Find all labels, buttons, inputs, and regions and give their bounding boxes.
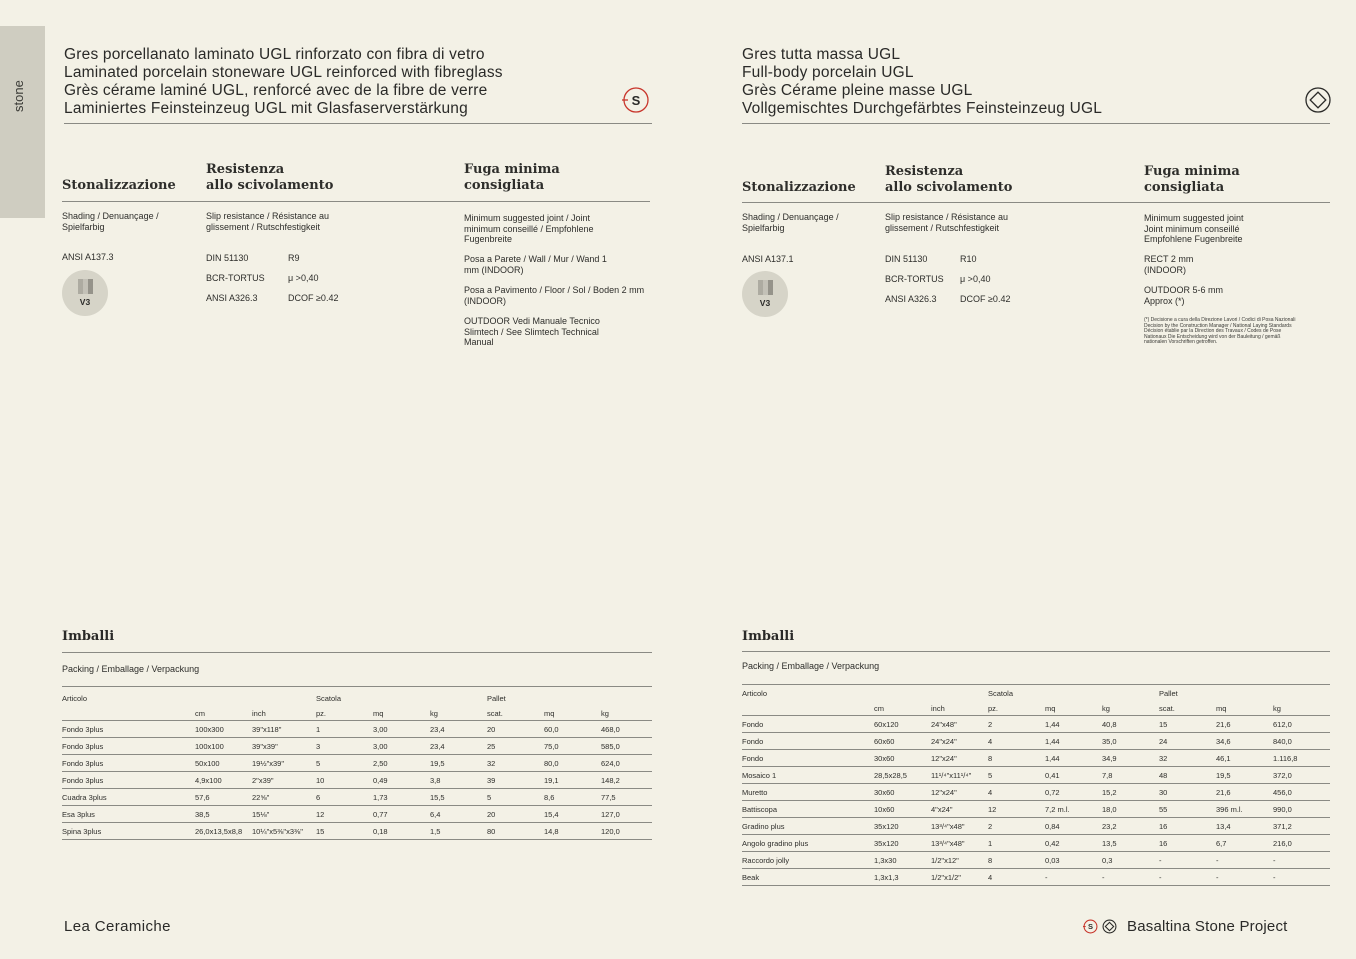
packing-table-top-rule <box>62 686 652 687</box>
column-header: cm <box>874 701 931 716</box>
collection-name: Basaltina Stone Project <box>1127 918 1288 935</box>
table-cell: 1,3x1,3 <box>874 869 931 886</box>
stonalizzazione-heading: Stonalizzazione <box>62 178 176 193</box>
table-cell: - <box>1102 869 1159 886</box>
table-cell: 396 m.l. <box>1216 801 1273 818</box>
table-cell: 840,0 <box>1273 733 1330 750</box>
table-row <box>742 852 1330 869</box>
table-cell: 23,4 <box>430 738 487 755</box>
table-cell: 80,0 <box>544 755 601 772</box>
table-row <box>742 869 1330 886</box>
slip-label: ANSI A326.3 <box>885 294 937 304</box>
section-tab-stone[interactable] <box>0 26 45 218</box>
table-cell: 3 <box>316 738 373 755</box>
joint-subtitle: Minimum suggested joint / Joint minimum conseillé / Empfohlene Fugenbreite <box>464 213 594 244</box>
table-cell: 4"x24" <box>931 801 988 818</box>
table-cell: 148,2 <box>601 772 652 789</box>
table-cell: 50x100 <box>195 755 252 772</box>
title-line: Laminated porcelain stoneware UGL reinforced with fibreglass <box>64 64 503 81</box>
table-cell: 30 <box>1159 784 1216 801</box>
table-cell: 0,49 <box>373 772 430 789</box>
table-cell: 34,9 <box>1102 750 1159 767</box>
heading-line: consigliata <box>464 178 545 193</box>
table-cell: 21,6 <box>1216 716 1273 733</box>
title-line: Gres tutta massa UGL <box>742 46 901 63</box>
table-cell: 10¼"x5⅜"x3⅜" <box>252 823 316 840</box>
joint-outdoor: OUTDOOR Vedi Manuale Tecnico Slimtech / See Slimtech Technical Manual <box>464 316 600 347</box>
table-row <box>62 755 652 772</box>
slip-label: ANSI A326.3 <box>206 293 258 303</box>
slip-label: DIN 51130 <box>206 253 249 263</box>
column-header: cm <box>195 706 252 721</box>
column-header: kg <box>601 706 652 721</box>
table-cell: 5 <box>988 767 1045 784</box>
joint-wall: Posa a Parete / Wall / Mur / Wand 1 mm (INDOOR) <box>464 254 607 275</box>
table-cell: 1,44 <box>1045 733 1102 750</box>
article-name: Mosaico 1 <box>742 767 874 784</box>
table-cell: 8 <box>988 852 1045 869</box>
article-name: Fondo 3plus <box>62 721 195 738</box>
article-name: Fondo 3plus <box>62 755 195 772</box>
table-cell: 28,5x28,5 <box>874 767 931 784</box>
packing-table <box>742 685 1330 886</box>
table-row <box>742 818 1330 835</box>
column-header: mq <box>544 706 601 721</box>
table-row <box>742 767 1330 784</box>
table-cell: 0,84 <box>1045 818 1102 835</box>
table-cell: 60,0 <box>544 721 601 738</box>
table-cell: 30x60 <box>874 750 931 767</box>
title-line: Grès cérame laminé UGL, renforcé avec de la fibre de verre <box>64 82 488 99</box>
shading-subtitle: Shading / Denuançage / Spielfarbig <box>742 212 839 233</box>
table-cell: 15 <box>316 823 373 840</box>
table-cell: 468,0 <box>601 721 652 738</box>
table-cell: 15,2 <box>1102 784 1159 801</box>
table-cell: 8,6 <box>544 789 601 806</box>
table-cell: 16 <box>1159 835 1216 852</box>
table-row <box>742 750 1330 767</box>
stonalizzazione-heading: Stonalizzazione <box>742 180 856 195</box>
spec-divider <box>742 202 1330 203</box>
table-cell: 4,9x100 <box>195 772 252 789</box>
table-cell: 6,4 <box>430 806 487 823</box>
left-page <box>62 0 652 959</box>
title-line: Vollgemischtes Durchgefärbtes Feinsteinzeug UGL <box>742 100 1103 117</box>
group-header-scatola: Scatola <box>988 688 1014 698</box>
table-cell: 21,6 <box>1216 784 1273 801</box>
table-cell: 3,8 <box>430 772 487 789</box>
table-cell: 1,3x30 <box>874 852 931 869</box>
article-name: Fondo <box>742 716 874 733</box>
table-cell: 12"x24" <box>931 750 988 767</box>
heading-line: allo scivolamento <box>206 178 334 193</box>
table-cell: 1/2"x1/2" <box>931 869 988 886</box>
table-cell: 1 <box>316 721 373 738</box>
slip-label: BCR-TORTUS <box>885 274 944 284</box>
table-cell: 38,5 <box>195 806 252 823</box>
table-cell: 6 <box>316 789 373 806</box>
table-cell: 23,2 <box>1102 818 1159 835</box>
article-name: Beak <box>742 869 874 886</box>
table-cell: 15 <box>1159 716 1216 733</box>
article-name: Battiscopa <box>742 801 874 818</box>
column-header: pz. <box>316 706 373 721</box>
table-cell: 0,72 <box>1045 784 1102 801</box>
column-header: inch <box>252 706 316 721</box>
diamond-small-icon <box>1102 919 1117 934</box>
article-name: Fondo <box>742 750 874 767</box>
joint-subtitle: Minimum suggested joint Joint minimum conseillé Empfohlene Fugenbreite <box>1144 213 1244 244</box>
packing-subtitle: Packing / Emballage / Verpackung <box>742 661 880 671</box>
table-cell: 2,50 <box>373 755 430 772</box>
table-cell: 7,2 m.l. <box>1045 801 1102 818</box>
group-header-pallet: Pallet <box>1159 688 1178 698</box>
diamond-logo-icon <box>1304 86 1332 114</box>
table-cell: 7,8 <box>1102 767 1159 784</box>
table-cell: 26,0x13,5x8,8 <box>195 823 252 840</box>
ansi-standard: ANSI A137.1 <box>742 254 794 264</box>
table-cell: - <box>1045 869 1102 886</box>
article-name: Gradino plus <box>742 818 874 835</box>
table-cell: 456,0 <box>1273 784 1330 801</box>
table-cell: 57,6 <box>195 789 252 806</box>
table-cell: 1 <box>988 835 1045 852</box>
title-divider <box>742 123 1330 124</box>
table-cell: 32 <box>1159 750 1216 767</box>
article-name: Cuadra 3plus <box>62 789 195 806</box>
table-cell: 19½"x39" <box>252 755 316 772</box>
table-cell: 372,0 <box>1273 767 1330 784</box>
table-cell: 100x300 <box>195 721 252 738</box>
table-cell: - <box>1216 852 1273 869</box>
slip-value: μ >0,40 <box>960 274 991 284</box>
shading-subtitle: Shading / Denuançage / Spielfarbig <box>62 211 159 232</box>
fuga-heading <box>464 162 560 194</box>
heading-line: Fuga minima <box>1144 164 1240 179</box>
table-cell: 371,2 <box>1273 818 1330 835</box>
table-cell: 12"x24" <box>931 784 988 801</box>
table-cell: 216,0 <box>1273 835 1330 852</box>
slimtech-logo-icon <box>622 86 650 114</box>
column-header: mq <box>1045 701 1102 716</box>
column-header: kg <box>430 706 487 721</box>
right-page <box>742 0 1330 959</box>
table-row <box>62 738 652 755</box>
table-cell: 13,5 <box>1102 835 1159 852</box>
packing-subtitle: Packing / Emballage / Verpackung <box>62 664 200 674</box>
table-cell: 127,0 <box>601 806 652 823</box>
table-cell: 15,5 <box>430 789 487 806</box>
table-cell: - <box>1273 852 1330 869</box>
table-cell: 55 <box>1159 801 1216 818</box>
column-header: pz. <box>988 701 1045 716</box>
slip-value: μ >0,40 <box>288 273 319 283</box>
table-cell: 15,4 <box>544 806 601 823</box>
slip-value: R10 <box>960 254 977 264</box>
article-name: Fondo 3plus <box>62 738 195 755</box>
heading-line: Fuga minima <box>464 162 560 177</box>
column-header: mq <box>373 706 430 721</box>
group-header-pallet: Pallet <box>487 693 506 703</box>
table-row <box>742 733 1330 750</box>
table-cell: 80 <box>487 823 544 840</box>
table-cell: 1.116,8 <box>1273 750 1330 767</box>
slip-subtitle: Slip resistance / Résistance au glissement / Rutschfestigkeit <box>206 211 330 232</box>
table-cell: 2"x39" <box>252 772 316 789</box>
packing-divider <box>742 651 1330 652</box>
table-row <box>742 784 1330 801</box>
packing-title: Imballi <box>742 629 795 644</box>
table-cell: 12 <box>988 801 1045 818</box>
resistenza-heading <box>206 162 333 194</box>
table-cell: 585,0 <box>601 738 652 755</box>
badge-label: V3 <box>759 298 771 308</box>
table-cell: 13³/⁴"x48" <box>931 818 988 835</box>
heading-line: Resistenza <box>885 164 964 179</box>
table-cell: 8 <box>988 750 1045 767</box>
group-header-articolo: Articolo <box>62 693 88 703</box>
table-cell: 1,73 <box>373 789 430 806</box>
table-cell: 39"x118" <box>252 721 316 738</box>
table-cell: 24"x48" <box>931 716 988 733</box>
column-header <box>62 706 195 721</box>
table-cell: 48 <box>1159 767 1216 784</box>
joint-footnote: (*) Decisione a cura della Direzione Lavori / Codici di Posa Nazionali Decision by the Construction Manager / National Laying Standards Décision établie par la Direction des Travaux / Codes de Pose Nationaux Die Entscheidung wird von der Bauleitung / gemäß nationalen Vorschriften getroffen. <box>1144 317 1296 346</box>
table-row <box>742 835 1330 852</box>
column-header: kg <box>1273 701 1330 716</box>
table-cell: 6,7 <box>1216 835 1273 852</box>
table-cell: 35x120 <box>874 835 931 852</box>
table-cell: 2 <box>988 818 1045 835</box>
table-cell: 0,03 <box>1045 852 1102 869</box>
table-row <box>62 789 652 806</box>
table-cell: 20 <box>487 806 544 823</box>
table-cell: 10 <box>316 772 373 789</box>
slip-value: DCOF ≥0.42 <box>288 293 339 303</box>
table-cell: 18,0 <box>1102 801 1159 818</box>
spec-divider <box>62 201 650 202</box>
table-cell: - <box>1159 852 1216 869</box>
heading-line: allo scivolamento <box>885 180 1013 195</box>
slip-label: DIN 51130 <box>885 254 928 264</box>
table-cell: 20 <box>487 721 544 738</box>
table-cell: 2 <box>988 716 1045 733</box>
mosaic-icon <box>78 279 93 294</box>
heading-line: consigliata <box>1144 180 1225 195</box>
ansi-standard: ANSI A137.3 <box>62 252 114 262</box>
table-cell: 5 <box>316 755 373 772</box>
table-cell: 40,8 <box>1102 716 1159 733</box>
table-row <box>62 806 652 823</box>
slimtech-small-icon <box>1083 919 1098 934</box>
slip-value: DCOF ≥0.42 <box>960 294 1011 304</box>
table-cell: 624,0 <box>601 755 652 772</box>
shade-variation-badge <box>742 271 788 317</box>
table-cell: 0,18 <box>373 823 430 840</box>
title-line: Gres porcellanato laminato UGL rinforzato con fibra di vetro <box>64 46 485 63</box>
table-cell: 30x60 <box>874 784 931 801</box>
table-cell: 1/2"x12" <box>931 852 988 869</box>
svg-text:S: S <box>631 93 641 108</box>
table-cell: 25 <box>487 738 544 755</box>
table-cell: 0,3 <box>1102 852 1159 869</box>
table-cell: 32 <box>487 755 544 772</box>
mosaic-icon <box>758 280 773 295</box>
packing-table <box>62 690 652 840</box>
table-cell: - <box>1159 869 1216 886</box>
table-cell: 13,4 <box>1216 818 1273 835</box>
table-cell: 0,77 <box>373 806 430 823</box>
table-row <box>62 823 652 840</box>
table-cell: 23,4 <box>430 721 487 738</box>
table-cell: 22⅝" <box>252 789 316 806</box>
heading-line: Resistenza <box>206 162 285 177</box>
table-row <box>62 772 652 789</box>
table-cell: 35x120 <box>874 818 931 835</box>
table-cell: 1,44 <box>1045 750 1102 767</box>
table-cell: 1,5 <box>430 823 487 840</box>
table-row <box>742 716 1330 733</box>
packing-divider <box>62 652 652 653</box>
table-row <box>742 801 1330 818</box>
table-cell: 1,44 <box>1045 716 1102 733</box>
table-cell: 13³/⁴"x48" <box>931 835 988 852</box>
column-header: scat. <box>487 706 544 721</box>
table-cell: 3,00 <box>373 721 430 738</box>
shade-variation-badge <box>62 270 108 316</box>
article-name: Angolo gradino plus <box>742 835 874 852</box>
joint-outdoor: OUTDOOR 5-6 mm Approx (*) <box>1144 285 1224 306</box>
group-header-scatola: Scatola <box>316 693 342 703</box>
article-name: Spina 3plus <box>62 823 195 840</box>
table-cell: 12 <box>316 806 373 823</box>
table-cell: 100x100 <box>195 738 252 755</box>
table-cell: - <box>1273 869 1330 886</box>
table-cell: 3,00 <box>373 738 430 755</box>
table-cell: 10x60 <box>874 801 931 818</box>
section-tab-label: stone <box>11 80 26 112</box>
column-header: mq <box>1216 701 1273 716</box>
table-cell: 77,5 <box>601 789 652 806</box>
table-row <box>62 721 652 738</box>
table-cell: 5 <box>487 789 544 806</box>
column-header <box>742 701 874 716</box>
group-header-articolo: Articolo <box>742 688 768 698</box>
joint-rect: RECT 2 mm (INDOOR) <box>1144 254 1194 275</box>
table-cell: - <box>1216 869 1273 886</box>
table-cell: 19,5 <box>430 755 487 772</box>
table-cell: 60x60 <box>874 733 931 750</box>
slip-label: BCR-TORTUS <box>206 273 265 283</box>
article-name: Esa 3plus <box>62 806 195 823</box>
article-name: Fondo 3plus <box>62 772 195 789</box>
article-name: Raccordo jolly <box>742 852 874 869</box>
packing-title: Imballi <box>62 629 115 644</box>
table-cell: 14,8 <box>544 823 601 840</box>
table-cell: 0,42 <box>1045 835 1102 852</box>
right-title <box>742 46 1102 118</box>
column-header: inch <box>931 701 988 716</box>
resistenza-heading <box>885 164 1012 196</box>
table-cell: 19,5 <box>1216 767 1273 784</box>
slip-value: R9 <box>288 253 300 263</box>
table-cell: 4 <box>988 869 1045 886</box>
title-line: Grès Cérame pleine masse UGL <box>742 82 973 99</box>
table-cell: 75,0 <box>544 738 601 755</box>
table-cell: 35,0 <box>1102 733 1159 750</box>
brand-name: Lea Ceramiche <box>64 918 171 935</box>
title-line: Full-body porcelain UGL <box>742 64 914 81</box>
table-cell: 19,1 <box>544 772 601 789</box>
left-title <box>64 46 503 118</box>
table-cell: 24 <box>1159 733 1216 750</box>
column-header: scat. <box>1159 701 1216 716</box>
table-cell: 4 <box>988 784 1045 801</box>
article-name: Fondo <box>742 733 874 750</box>
badge-label: V3 <box>79 297 91 307</box>
slip-subtitle: Slip resistance / Résistance au glissement / Rutschfestigkeit <box>885 212 1009 233</box>
table-cell: 612,0 <box>1273 716 1330 733</box>
table-cell: 60x120 <box>874 716 931 733</box>
table-cell: 120,0 <box>601 823 652 840</box>
table-cell: 990,0 <box>1273 801 1330 818</box>
table-cell: 39"x39" <box>252 738 316 755</box>
title-divider <box>64 123 652 124</box>
table-cell: 39 <box>487 772 544 789</box>
fuga-heading <box>1144 164 1240 196</box>
table-cell: 46,1 <box>1216 750 1273 767</box>
svg-text:S: S <box>1087 922 1094 932</box>
column-header: kg <box>1102 701 1159 716</box>
table-cell: 4 <box>988 733 1045 750</box>
joint-floor: Posa a Pavimento / Floor / Sol / Boden 2 mm (INDOOR) <box>464 285 645 306</box>
table-cell: 16 <box>1159 818 1216 835</box>
table-cell: 11¹/⁴"x11¹/⁴" <box>931 767 988 784</box>
table-cell: 15⅛" <box>252 806 316 823</box>
article-name: Muretto <box>742 784 874 801</box>
table-cell: 24"x24" <box>931 733 988 750</box>
title-line: Laminiertes Feinsteinzeug UGL mit Glasfaserverstärkung <box>64 100 468 117</box>
table-cell: 0,41 <box>1045 767 1102 784</box>
table-cell: 34,6 <box>1216 733 1273 750</box>
